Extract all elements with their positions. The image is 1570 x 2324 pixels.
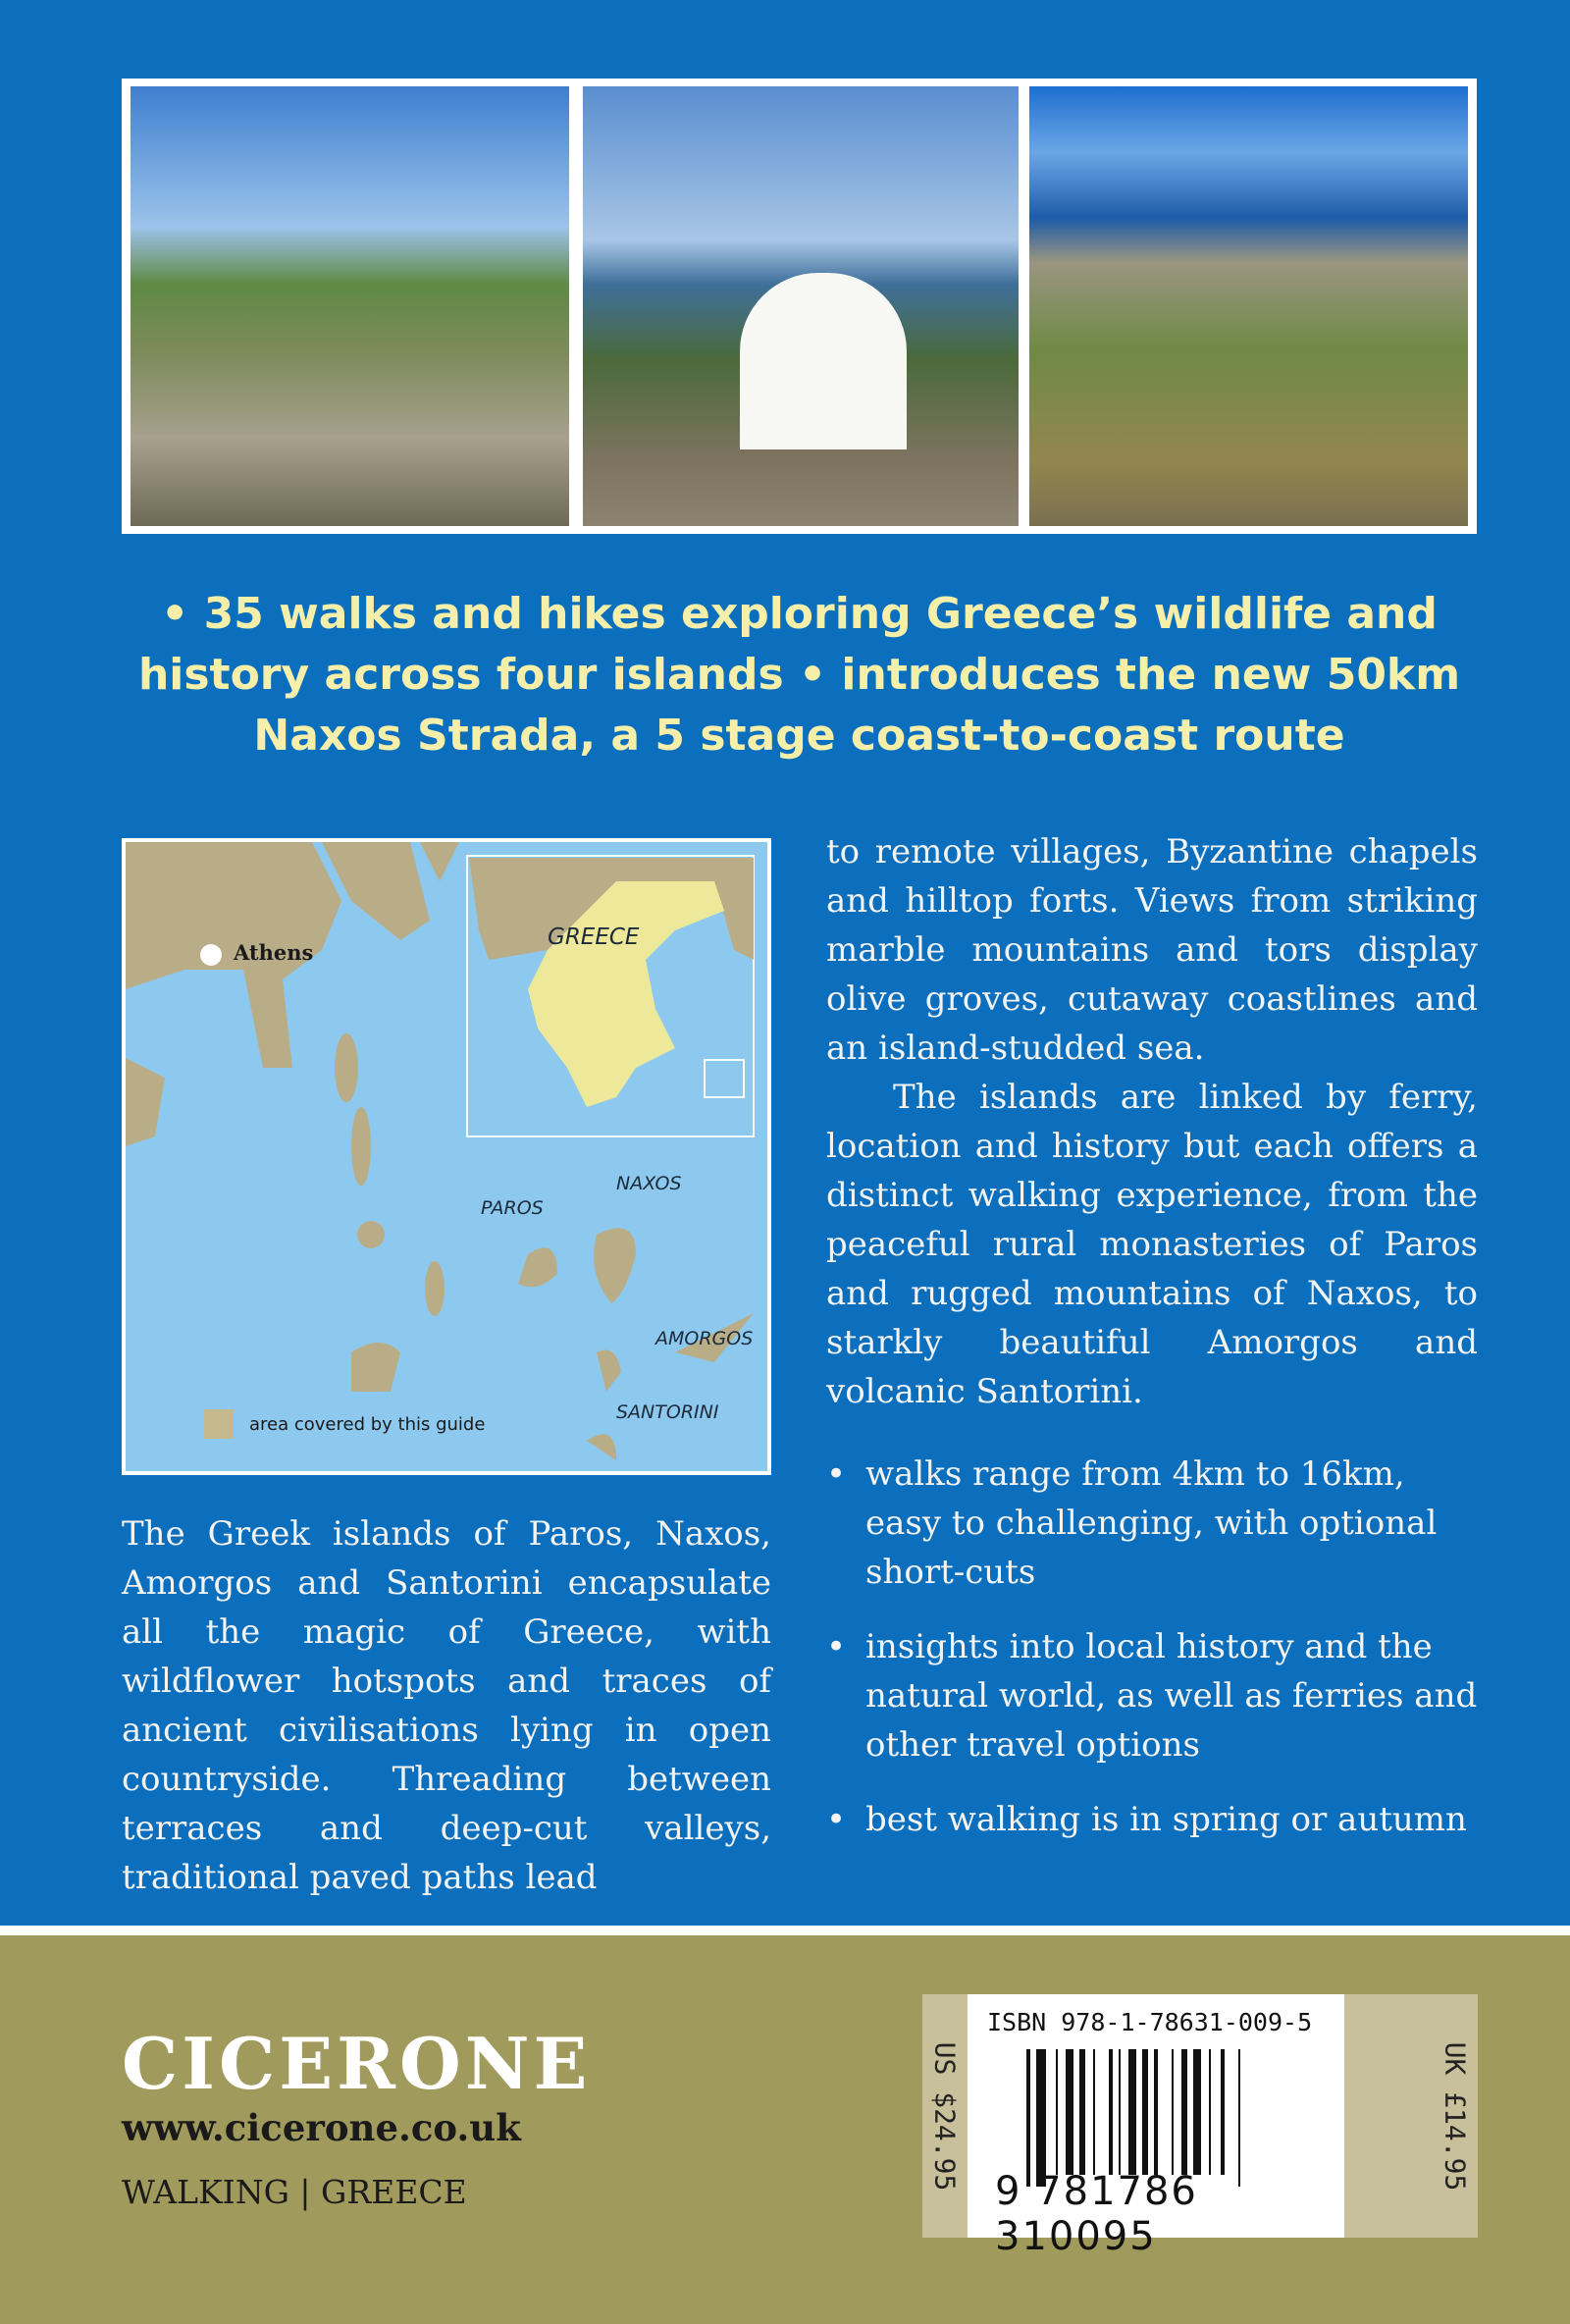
photo-paved-path [131,86,569,526]
barcode-bar [1142,2049,1148,2175]
barcode-bar [1036,2049,1046,2187]
map [122,838,771,1475]
list-item: • insights into local history and the natural world, as well as ferries and other travel options [826,1622,1478,1769]
feature-list [826,1450,1478,1870]
photo-coastline [1029,86,1468,526]
barcode-bar [1172,2049,1174,2175]
map-label-naxos: NAXOS [616,1173,682,1194]
price-uk: UK £14.95 [1439,2041,1472,2191]
paragraph: The islands are linked by ferry, location and history but each offers a distinct walking experience, from the peaceful rural monasteries of Paros and rugged mountains of Naxos, to starkly beautiful Amorgos and volcanic Santorini. [826,1078,1478,1411]
headline [122,584,1477,766]
map-label-paros: PAROS [481,1197,544,1219]
barcode-bar [1093,2049,1095,2175]
paragraph: to remote villages, Byzantine chapels and hilltop forts. Views from striking marble mountains and tors display olive groves, cutaway coastlines and an island-studded sea. [826,832,1478,1068]
headline-line: history across four islands • introduces the new 50km [137,650,1461,700]
map-label-greece: GREECE [548,924,640,950]
map-label-santorini: SANTORINI [616,1401,719,1423]
barcode-bar [1066,2049,1073,2175]
headline-line: Naxos Strada, a 5 stage coast-to-coast route [253,711,1345,761]
barcode-panel [922,1994,1478,2259]
barcode-bar [1056,2049,1058,2175]
list-item: • best walking is in spring or autumn [826,1795,1478,1844]
barcode-bar [1181,2049,1187,2175]
barcode-bar [1079,2049,1085,2175]
map-label-amorgos: AMORGOS [655,1328,754,1349]
barcode-bar [1119,2049,1121,2175]
list-item: • walks range from 4km to 16km, easy to challenging, with optional short-cuts [826,1450,1478,1597]
map-city-athens: Athens [224,940,313,966]
price-us: US $24.95 [928,2041,962,2191]
chapel-shape [740,273,907,449]
isbn: ISBN 978-1-78631-009-5 [987,2008,1313,2036]
barcode-bars [1026,2049,1321,2187]
divider [0,1926,1570,1935]
map-legend: area covered by this guide [204,1409,485,1439]
barcode-bar [1109,2049,1113,2175]
barcode-digits: 9 781786 310095 [995,2169,1198,2259]
barcode-bar [1209,2049,1211,2175]
legend-swatch [204,1409,234,1439]
cicerone-logo: CICERONE [122,2022,592,2105]
body-text-right [826,827,1478,1416]
barcode-bar [1026,2049,1030,2187]
category: WALKING | GREECE [122,2173,467,2211]
barcode-bar [1193,2049,1201,2175]
map-shapes [126,842,767,1471]
photo-strip [122,79,1477,534]
barcode-bar [1221,2049,1225,2175]
barcode-bar [1154,2049,1158,2175]
body-text-left: The Greek islands of Paros, Naxos, Amorgos and Santorini encapsulate all the magic of Greece, with wildflower hotspots and traces of ancient civilisations lying in open countryside. Threading between terraces and deep-cut valleys, traditional paved paths lead [122,1514,771,1897]
website: www.cicerone.co.uk [122,2106,521,2149]
photo-white-chapel [583,86,1019,526]
barcode-bar [1238,2049,1240,2187]
barcode-area [968,1994,1344,2259]
barcode-bar [1128,2049,1136,2175]
headline-line: • 35 walks and hikes exploring Greece’s wildlife and [161,589,1438,639]
